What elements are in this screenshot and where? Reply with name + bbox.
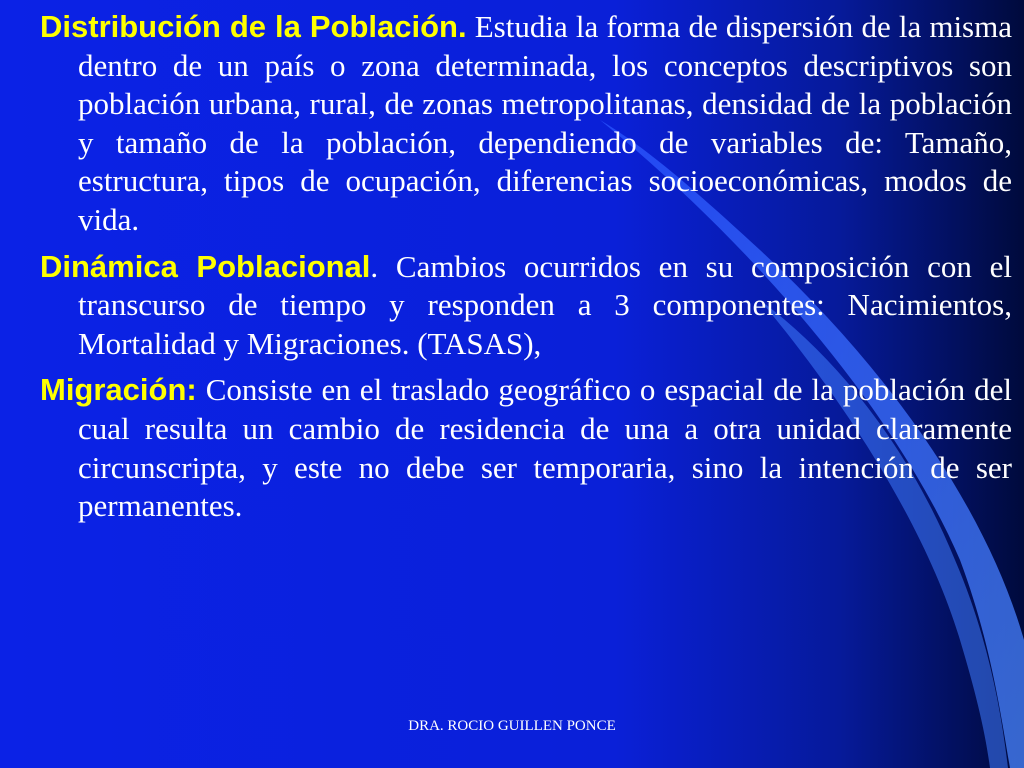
paragraph-distribucion bbox=[40, 8, 1012, 240]
footer-author: DRA. ROCIO GUILLEN PONCE bbox=[408, 718, 616, 734]
paragraph-text: Consiste en el traslado geográfico o espacial de la población del cual resulta un cambio de residencia de una a otra unidad claramente circunscripta, y este no debe ser temporaria, sino la intención de ser permanentes. bbox=[78, 372, 1012, 524]
paragraph-text: Estudia la forma de dispersión de la misma dentro de un país o zona determinada, los conceptos descriptivos son población urbana, rural, de zonas metropolitanas, densidad de la población y tamaño de la población, dependiendo de variables de: Tamaño, estructura, tipos de ocupación, diferencias socioeconómicas, modos de vida. bbox=[78, 9, 1012, 237]
term-distribucion: Distribución de la Población. bbox=[40, 9, 467, 44]
slide-body bbox=[40, 8, 1012, 534]
paragraph-migracion bbox=[40, 371, 1012, 525]
paragraph-text: Cambios ocurridos en su composición con el transcurso de tiempo y responden a 3 componentes: Nacimientos, Mortalidad y Migraciones. (TASAS), bbox=[78, 248, 1012, 361]
term-dinamica: Dinámica Poblacional bbox=[40, 248, 371, 284]
term-migracion: Migración: bbox=[40, 372, 197, 408]
term-separator: . bbox=[370, 248, 379, 284]
paragraph-dinamica bbox=[40, 248, 1012, 364]
